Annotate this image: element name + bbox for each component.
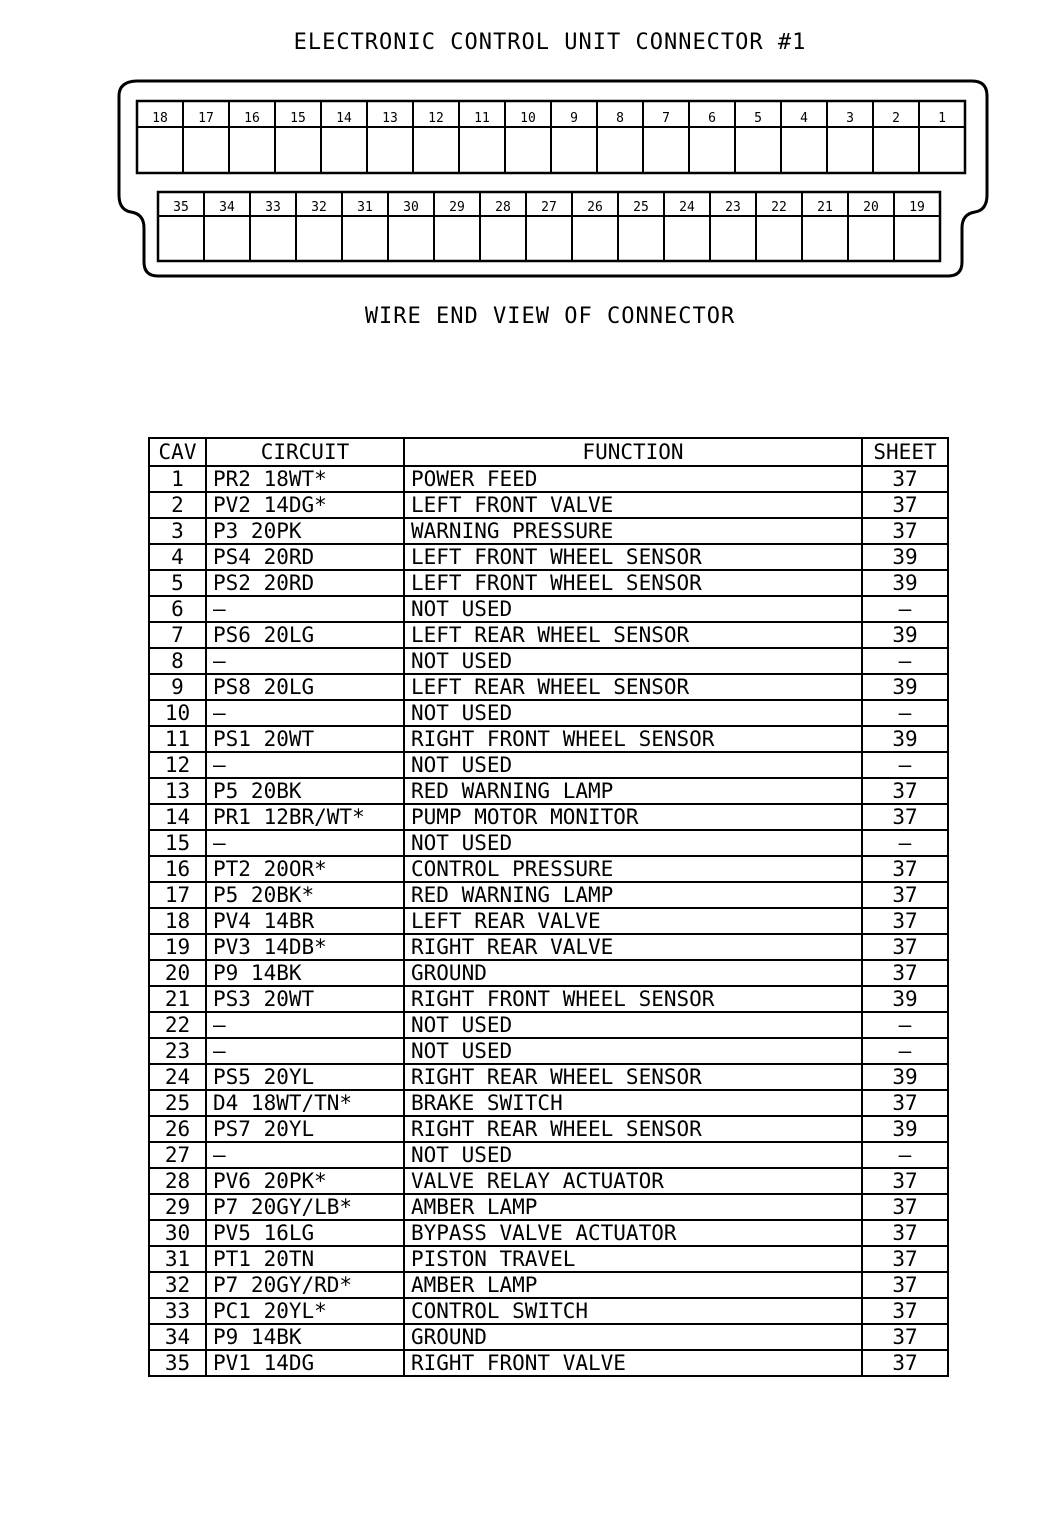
cell-function: NOT USED (404, 1142, 862, 1168)
cell-circuit: — (206, 1012, 404, 1038)
cell-circuit: PS3 20WT (206, 986, 404, 1012)
cell-sheet: 37 (862, 1220, 948, 1246)
cell-sheet: — (862, 752, 948, 778)
cell-function: LEFT REAR WHEEL SENSOR (404, 622, 862, 648)
cavity-number-label: 29 (449, 200, 465, 215)
cell-cav: 25 (149, 1090, 206, 1116)
cell-function: LEFT FRONT VALVE (404, 492, 862, 518)
cell-cav: 29 (149, 1194, 206, 1220)
cell-cav: 1 (149, 466, 206, 492)
cell-sheet: 37 (862, 1194, 948, 1220)
table-row (149, 648, 948, 674)
cell-sheet: 37 (862, 1168, 948, 1194)
cell-sheet: 39 (862, 622, 948, 648)
cell-sheet: 37 (862, 908, 948, 934)
table-row (149, 466, 948, 492)
cell-circuit: PS2 20RD (206, 570, 404, 596)
cell-sheet: 37 (862, 960, 948, 986)
cell-sheet: 39 (862, 1064, 948, 1090)
table-row (149, 1038, 948, 1064)
cavity-number-label: 19 (909, 200, 925, 215)
cell-circuit: — (206, 596, 404, 622)
cell-circuit: P3 20PK (206, 518, 404, 544)
table-row (149, 1350, 948, 1376)
table-row (149, 830, 948, 856)
cavity-number-label: 35 (173, 200, 189, 215)
cell-cav: 23 (149, 1038, 206, 1064)
cell-cav: 20 (149, 960, 206, 986)
pinout-table (148, 437, 949, 1377)
table-row (149, 518, 948, 544)
cell-function: CONTROL PRESSURE (404, 856, 862, 882)
cell-sheet: 37 (862, 492, 948, 518)
cavity-number-label: 4 (800, 111, 808, 126)
table-row (149, 778, 948, 804)
header-cav: CAV (149, 438, 206, 466)
table-row (149, 752, 948, 778)
cavity-number-label: 21 (817, 200, 833, 215)
cell-sheet: — (862, 1038, 948, 1064)
cavity-number-label: 1 (938, 111, 946, 126)
cell-cav: 19 (149, 934, 206, 960)
cell-sheet: — (862, 700, 948, 726)
cell-sheet: 39 (862, 1116, 948, 1142)
table-row (149, 986, 948, 1012)
cell-sheet: — (862, 596, 948, 622)
cell-function: NOT USED (404, 752, 862, 778)
table-row (149, 492, 948, 518)
cavity-number-label: 8 (616, 111, 624, 126)
cell-function: PUMP MOTOR MONITOR (404, 804, 862, 830)
table-row (149, 1090, 948, 1116)
connector-view-caption: WIRE END VIEW OF CONNECTOR (364, 304, 736, 329)
cell-cav: 12 (149, 752, 206, 778)
cell-sheet: 37 (862, 1090, 948, 1116)
cell-circuit: PC1 20YL* (206, 1298, 404, 1324)
cell-circuit: P7 20GY/LB* (206, 1194, 404, 1220)
cell-sheet: 37 (862, 1324, 948, 1350)
cavity-number-label: 28 (495, 200, 511, 215)
cavity-number-label: 9 (570, 111, 578, 126)
cavity-number-label: 3 (846, 111, 854, 126)
cell-cav: 30 (149, 1220, 206, 1246)
cell-circuit: PV4 14BR (206, 908, 404, 934)
cavity-number-label: 5 (754, 111, 762, 126)
cell-circuit: PR1 12BR/WT* (206, 804, 404, 830)
cavity-number-label: 32 (311, 200, 327, 215)
connector-diagram (0, 0, 1056, 300)
cell-sheet: 37 (862, 518, 948, 544)
cavity-number-label: 7 (662, 111, 670, 126)
table-row (149, 570, 948, 596)
cell-cav: 33 (149, 1298, 206, 1324)
cell-sheet: 39 (862, 674, 948, 700)
cavity-number-label: 26 (587, 200, 603, 215)
cavity-number-label: 12 (428, 111, 444, 126)
table-row (149, 1246, 948, 1272)
cell-circuit: PS5 20YL (206, 1064, 404, 1090)
cell-circuit: — (206, 700, 404, 726)
cell-cav: 3 (149, 518, 206, 544)
cell-function: NOT USED (404, 596, 862, 622)
cell-cav: 32 (149, 1272, 206, 1298)
cell-function: LEFT REAR WHEEL SENSOR (404, 674, 862, 700)
connector-bottom-row (158, 192, 940, 261)
cell-sheet: — (862, 1142, 948, 1168)
cell-circuit: PT2 20OR* (206, 856, 404, 882)
cell-cav: 11 (149, 726, 206, 752)
cell-cav: 16 (149, 856, 206, 882)
cavity-number-label: 31 (357, 200, 373, 215)
cell-function: AMBER LAMP (404, 1194, 862, 1220)
cell-sheet: 39 (862, 986, 948, 1012)
cavity-number-label: 25 (633, 200, 649, 215)
cell-sheet: 37 (862, 778, 948, 804)
cavity-number-label: 33 (265, 200, 281, 215)
cell-cav: 31 (149, 1246, 206, 1272)
cell-circuit: PV6 20PK* (206, 1168, 404, 1194)
cavity-number-label: 2 (892, 111, 900, 126)
cell-circuit: P7 20GY/RD* (206, 1272, 404, 1298)
cell-function: BYPASS VALVE ACTUATOR (404, 1220, 862, 1246)
cavity-number-label: 14 (336, 111, 352, 126)
cell-sheet: 39 (862, 726, 948, 752)
cell-circuit: PS4 20RD (206, 544, 404, 570)
table-row (149, 544, 948, 570)
cavity-number-label: 22 (771, 200, 787, 215)
cell-circuit: PS6 20LG (206, 622, 404, 648)
table-row (149, 1142, 948, 1168)
cell-sheet: 39 (862, 544, 948, 570)
cell-function: POWER FEED (404, 466, 862, 492)
cell-sheet: 37 (862, 1246, 948, 1272)
cell-function: RED WARNING LAMP (404, 882, 862, 908)
table-row (149, 934, 948, 960)
cell-circuit: PS8 20LG (206, 674, 404, 700)
header-circuit: CIRCUIT (206, 438, 404, 466)
cell-cav: 26 (149, 1116, 206, 1142)
table-row (149, 1168, 948, 1194)
cell-cav: 24 (149, 1064, 206, 1090)
diagram-title: ELECTRONIC CONTROL UNIT CONNECTOR #1 (293, 30, 807, 55)
cell-circuit: PV3 14DB* (206, 934, 404, 960)
cell-circuit: — (206, 1142, 404, 1168)
cell-function: RED WARNING LAMP (404, 778, 862, 804)
cell-sheet: 37 (862, 466, 948, 492)
table-row (149, 726, 948, 752)
table-row (149, 804, 948, 830)
cavity-number-label: 30 (403, 200, 419, 215)
cell-circuit: PV1 14DG (206, 1350, 404, 1376)
cell-function: GROUND (404, 1324, 862, 1350)
cell-function: AMBER LAMP (404, 1272, 862, 1298)
cell-sheet: 37 (862, 804, 948, 830)
cell-circuit: — (206, 752, 404, 778)
cell-cav: 18 (149, 908, 206, 934)
cavity-number-label: 34 (219, 200, 235, 215)
cavity-number-label: 18 (152, 111, 168, 126)
table-row (149, 674, 948, 700)
cavity-number-label: 20 (863, 200, 879, 215)
cavity-number-label: 11 (474, 111, 490, 126)
cell-circuit: — (206, 830, 404, 856)
cell-cav: 27 (149, 1142, 206, 1168)
cell-circuit: — (206, 1038, 404, 1064)
cell-cav: 7 (149, 622, 206, 648)
cell-function: RIGHT FRONT WHEEL SENSOR (404, 986, 862, 1012)
table-row (149, 1324, 948, 1350)
cell-function: LEFT REAR VALVE (404, 908, 862, 934)
cell-circuit: PR2 18WT* (206, 466, 404, 492)
cell-cav: 10 (149, 700, 206, 726)
cell-circuit: P5 20BK (206, 778, 404, 804)
cell-cav: 21 (149, 986, 206, 1012)
table-row (149, 1194, 948, 1220)
cell-circuit: PS7 20YL (206, 1116, 404, 1142)
cell-function: RIGHT FRONT WHEEL SENSOR (404, 726, 862, 752)
cell-sheet: 39 (862, 570, 948, 596)
cell-circuit: PT1 20TN (206, 1246, 404, 1272)
cell-cav: 17 (149, 882, 206, 908)
cell-cav: 9 (149, 674, 206, 700)
cell-circuit: D4 18WT/TN* (206, 1090, 404, 1116)
cell-circuit: P5 20BK* (206, 882, 404, 908)
cavity-number-label: 6 (708, 111, 716, 126)
cell-circuit: PV2 14DG* (206, 492, 404, 518)
cell-function: RIGHT REAR WHEEL SENSOR (404, 1116, 862, 1142)
cavity-number-label: 24 (679, 200, 695, 215)
cell-function: CONTROL SWITCH (404, 1298, 862, 1324)
cell-cav: 28 (149, 1168, 206, 1194)
cell-cav: 15 (149, 830, 206, 856)
cavity-number-label: 15 (290, 111, 306, 126)
table-row (149, 596, 948, 622)
table-row (149, 960, 948, 986)
connector-top-row (137, 101, 965, 173)
table-header-row (149, 438, 948, 466)
cavity-number-label: 13 (382, 111, 398, 126)
cell-function: LEFT FRONT WHEEL SENSOR (404, 544, 862, 570)
cavity-number-label: 17 (198, 111, 214, 126)
cell-circuit: — (206, 648, 404, 674)
table-row (149, 622, 948, 648)
cell-cav: 5 (149, 570, 206, 596)
cell-function: PISTON TRAVEL (404, 1246, 862, 1272)
cell-function: NOT USED (404, 648, 862, 674)
header-sheet: SHEET (862, 438, 948, 466)
cell-sheet: 37 (862, 1272, 948, 1298)
cell-function: BRAKE SWITCH (404, 1090, 862, 1116)
cell-sheet: 37 (862, 1298, 948, 1324)
cell-cav: 34 (149, 1324, 206, 1350)
cell-sheet: 37 (862, 1350, 948, 1376)
cell-cav: 22 (149, 1012, 206, 1038)
cavity-number-label: 10 (520, 111, 536, 126)
cell-function: NOT USED (404, 830, 862, 856)
cell-circuit: PV5 16LG (206, 1220, 404, 1246)
table-row (149, 1012, 948, 1038)
cell-cav: 13 (149, 778, 206, 804)
table-row (149, 1272, 948, 1298)
cell-function: NOT USED (404, 1012, 862, 1038)
table-row (149, 700, 948, 726)
cell-function: RIGHT REAR WHEEL SENSOR (404, 1064, 862, 1090)
cell-sheet: 37 (862, 882, 948, 908)
cell-cav: 2 (149, 492, 206, 518)
cell-sheet: 37 (862, 934, 948, 960)
cell-circuit: P9 14BK (206, 960, 404, 986)
cell-cav: 35 (149, 1350, 206, 1376)
cell-sheet: — (862, 648, 948, 674)
cell-sheet: 37 (862, 856, 948, 882)
table-row (149, 908, 948, 934)
cell-cav: 4 (149, 544, 206, 570)
cell-function: LEFT FRONT WHEEL SENSOR (404, 570, 862, 596)
cell-sheet: — (862, 830, 948, 856)
cell-circuit: PS1 20WT (206, 726, 404, 752)
table-row (149, 882, 948, 908)
cell-function: RIGHT FRONT VALVE (404, 1350, 862, 1376)
table-row (149, 1298, 948, 1324)
cell-cav: 6 (149, 596, 206, 622)
cell-function: VALVE RELAY ACTUATOR (404, 1168, 862, 1194)
cell-function: NOT USED (404, 1038, 862, 1064)
cell-cav: 14 (149, 804, 206, 830)
cell-cav: 8 (149, 648, 206, 674)
table-row (149, 1064, 948, 1090)
cavity-number-label: 23 (725, 200, 741, 215)
table-row (149, 1116, 948, 1142)
cell-circuit: P9 14BK (206, 1324, 404, 1350)
cavity-number-label: 27 (541, 200, 557, 215)
cavity-number-label: 16 (244, 111, 260, 126)
cell-function: WARNING PRESSURE (404, 518, 862, 544)
cell-function: NOT USED (404, 700, 862, 726)
table-row (149, 1220, 948, 1246)
table-row (149, 856, 948, 882)
cell-sheet: — (862, 1012, 948, 1038)
cell-function: RIGHT REAR VALVE (404, 934, 862, 960)
cell-function: GROUND (404, 960, 862, 986)
header-function: FUNCTION (404, 438, 862, 466)
